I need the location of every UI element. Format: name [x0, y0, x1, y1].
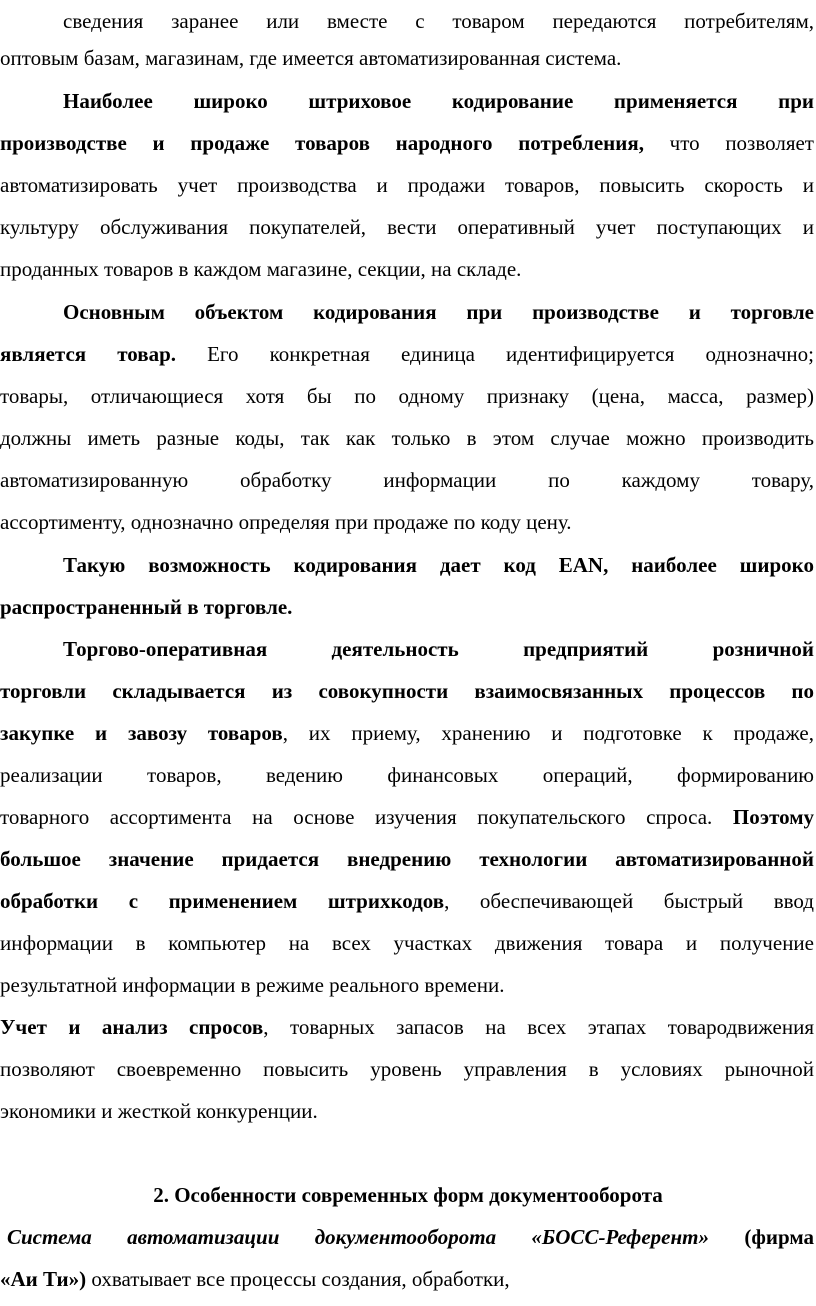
bold-text: Такую возможность кодирования дает код EAN, наиболее широко [63, 553, 814, 577]
text: товарного ассортимента на основе изучения покупательского спроса. [0, 805, 713, 829]
section-heading [0, 1174, 816, 1216]
bold-text: Учет и анализ спросов [0, 1015, 264, 1039]
bold-text: производстве и продаже товаров народного потребления, [0, 131, 644, 155]
text-line [0, 712, 814, 754]
text: , их приему, хранению и подготовке к продаже, [282, 721, 814, 745]
text-line [0, 1090, 814, 1132]
text-line [0, 37, 814, 79]
text: сведения заранее или вместе с товаром передаются потребителям, [63, 9, 814, 33]
text: охватывает все процессы создания, обработки, [86, 1267, 510, 1291]
text-line [0, 206, 814, 248]
text: должны иметь разные коды, так как только в этом случае можно производить [0, 426, 814, 450]
text: что позволяет [643, 131, 814, 155]
text-line [0, 586, 814, 628]
text-line [0, 501, 814, 543]
text: проданных товаров в каждом магазине, секции, на складе. [0, 257, 522, 281]
text-line [0, 248, 814, 290]
text-line [0, 670, 814, 712]
text-line [63, 544, 814, 586]
text: , товарных запасов на всех этапах товародвижения [263, 1015, 814, 1039]
text-line [0, 796, 814, 838]
heading-text: 2. Особенности современных форм документооборота [153, 1183, 663, 1207]
bold-text: Наиболее широко штриховое кодирование применяется при [63, 89, 814, 113]
bold-text: Основным объектом кодирования при производстве и торговле [63, 300, 814, 324]
bold-text: Торгово-оперативная деятельность предприятий розничной [63, 637, 814, 661]
bold-text: «Аи Ти») [0, 1267, 87, 1291]
text-line [0, 1258, 814, 1300]
text: реализации товаров, ведению финансовых операций, формированию [0, 763, 814, 787]
text-line [63, 80, 814, 122]
text: товары, отличающиеся хотя бы по одному признаку (цена, масса, размер) [0, 384, 814, 408]
text-line [0, 880, 814, 922]
text: экономики и жесткой конкуренции. [0, 1099, 318, 1123]
text-line [63, 291, 814, 333]
bold-text: закупке и завозу товаров [0, 721, 283, 745]
bold-text: Поэтому [712, 805, 814, 829]
text-line [0, 1006, 814, 1048]
text-line [63, 628, 814, 670]
text-line [63, 0, 814, 42]
text-line [0, 333, 814, 375]
text-line [0, 838, 814, 880]
bold-text: (фирма [708, 1225, 814, 1249]
text-line [0, 922, 814, 964]
bold-italic-text: Система автоматизации документооборота «БОСС-Референт» [7, 1225, 709, 1249]
text: оптовым базам, магазинам, где имеется автоматизированная система. [0, 46, 622, 70]
text-line [0, 754, 814, 796]
text: информации в компьютер на всех участках движения товара и получение [0, 931, 814, 955]
text-line [0, 459, 814, 501]
text-line [0, 417, 814, 459]
text-line [0, 375, 814, 417]
text-line [0, 1048, 814, 1090]
bold-text: является товар. [0, 342, 177, 366]
text: культуру обслуживания покупателей, вести оперативный учет поступающих и [0, 215, 814, 239]
bold-text: распространенный в торговле. [0, 595, 293, 619]
text: результатной информации в режиме реального времени. [0, 973, 505, 997]
text: автоматизированную обработку информации по каждому товару, [0, 468, 814, 492]
bold-text: торговли складывается из совокупности взаимосвязанных процессов по [0, 679, 814, 703]
text-line [0, 122, 814, 164]
text-line [7, 1216, 814, 1258]
text: ассортименту, однозначно определяя при продаже по коду цену. [0, 510, 572, 534]
text: позволяют своевременно повысить уровень управления в условиях рыночной [0, 1057, 814, 1081]
text-line [0, 964, 814, 1006]
text-line [0, 164, 814, 206]
text: автоматизировать учет производства и продажи товаров, повысить скорость и [0, 173, 814, 197]
bold-text: обработки с применением штрихкодов [0, 889, 445, 913]
text: , обеспечивающей быстрый ввод [444, 889, 814, 913]
text: Его конкретная единица идентифицируется однозначно; [176, 342, 814, 366]
bold-text: большое значение придается внедрению технологии автоматизированной [0, 847, 814, 871]
